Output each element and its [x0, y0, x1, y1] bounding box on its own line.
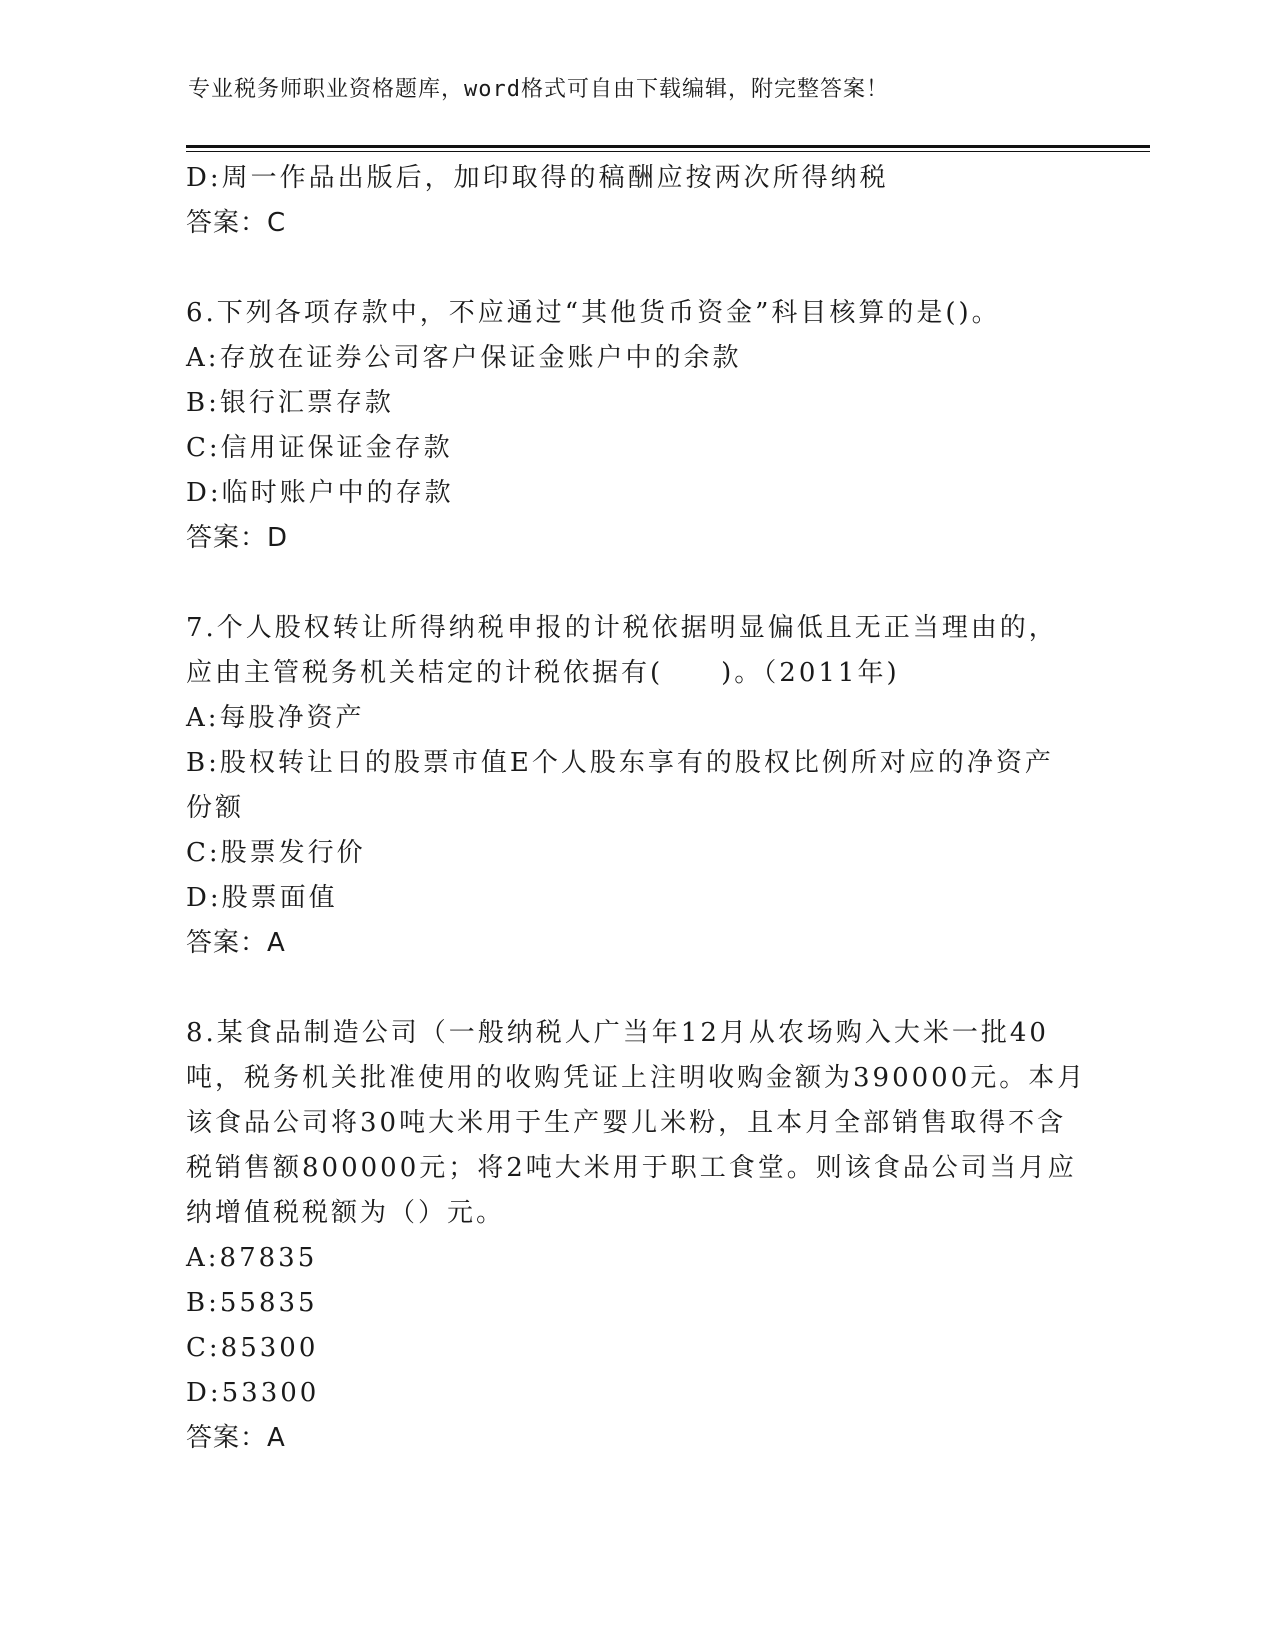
header-rule-thick [186, 145, 1150, 148]
question-6-option-d: D:临时账户中的存款 [186, 478, 454, 508]
question-8-text-line-3: 该食品公司将30吨大米用于生产婴儿米粉，且本月全部销售取得不含 [186, 1108, 1067, 1138]
question-7-answer: 答案：A [186, 928, 286, 958]
question-7-option-c: C:股票发行价 [186, 838, 366, 868]
question-8-text-line-2: 吨，税务机关批准使用的收购凭证上注明收购金额为390000元。本月 [186, 1063, 1087, 1093]
question-6-option-c: C:信用证保证金存款 [186, 433, 453, 463]
page-header: 专业税务师职业资格题库，word格式可自由下载编辑，附完整答案！ [188, 77, 889, 102]
question-8-option-d: D:53300 [186, 1378, 320, 1408]
question-6-answer: 答案：D [186, 523, 289, 553]
question-8-text-line-5: 纳增值税税额为（）元。 [186, 1198, 506, 1228]
question-6-option-b: B:银行汇票存款 [186, 388, 394, 418]
question-8-answer: 答案：A [186, 1423, 286, 1453]
question-8 [186, 1011, 1086, 1461]
question-6-text: 6.下列各项存款中，不应通过“其他货币资金”科目核算的是()。 [186, 298, 1001, 328]
prev-option-d: D:周一作品出版后，加印取得的稿酬应按两次所得纳税 [186, 163, 889, 193]
question-7-option-b-line-1: B:股权转让日的股票市值E个人股东享有的股权比例所对应的净资产 [186, 748, 1054, 778]
question-8-option-a: A:87835 [186, 1243, 318, 1273]
question-7-option-a: A:每股净资产 [186, 703, 365, 733]
question-7-text-line-1: 7.个人股权转让所得纳税申报的计税依据明显偏低且无正当理由的， [186, 613, 1058, 643]
header-rule-thin [186, 151, 1150, 152]
question-6-option-a: A:存放在证券公司客户保证金账户中的余款 [186, 343, 742, 373]
question-8-option-c: C:85300 [186, 1333, 319, 1363]
document-body [186, 156, 1086, 1461]
prev-answer: 答案：C [186, 208, 287, 238]
question-6 [186, 291, 1086, 561]
question-7 [186, 606, 1086, 966]
question-8-text-line-1: 8.某食品制造公司（一般纳税人广当年12月从农场购入大米一批40 [186, 1018, 1049, 1048]
question-7-option-b-line-2: 份额 [186, 793, 245, 823]
question-7-text-line-2: 应由主管税务机关桔定的计税依据有( )。（2011年) [186, 658, 900, 688]
question-8-option-b: B:55835 [186, 1288, 318, 1318]
question-8-text-line-4: 税销售额800000元；将2吨大米用于职工食堂。则该食品公司当月应 [186, 1153, 1077, 1183]
question-7-option-d: D:股票面值 [186, 883, 338, 913]
